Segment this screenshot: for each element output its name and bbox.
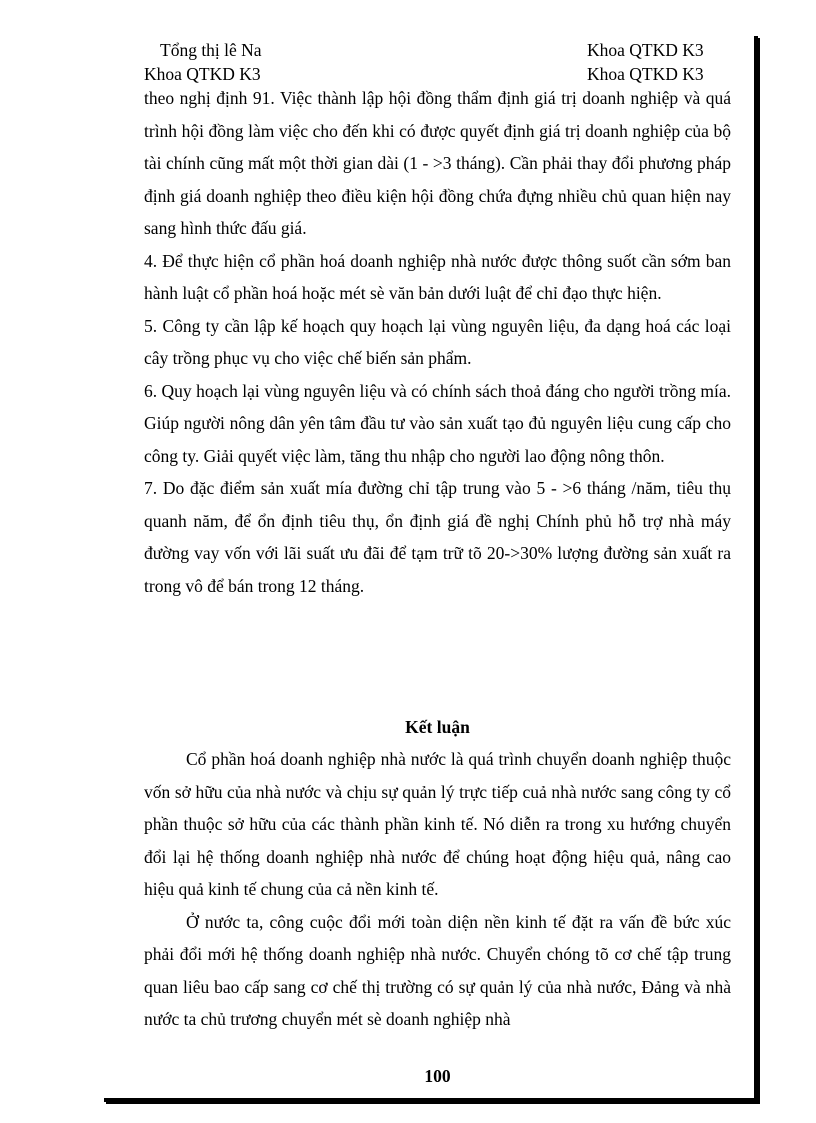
recommendations-section bbox=[144, 82, 731, 602]
header-faculty-right: Khoa QTKD K3 bbox=[587, 40, 704, 60]
recommendation-5: 5. Công ty cần lập kế hoạch quy hoạch lại vùng nguyên liệu, đa dạng hoá các loại cây trồng phục vụ cho việc chế biến sản phẩm. bbox=[144, 315, 731, 368]
header-author: Tổng thị lê Na bbox=[160, 40, 262, 60]
header-faculty-left-repeat: Khoa QTKD K3 bbox=[144, 64, 261, 84]
conclusion-section bbox=[144, 743, 731, 1036]
recommendation-6: 6. Quy hoạch lại vùng nguyên liệu và có chính sách thoả đáng cho người trồng mía. Giúp người nông dân yên tâm đầu tư vào sản xuất tạo đủ nguyên liệu cung cấp cho công ty. Giải quyết việc làm, tăng thu nhập cho người lao động nông thôn. bbox=[144, 380, 731, 466]
recommendation-4: 4. Để thực hiện cổ phần hoá doanh nghiệp nhà nước được thông suốt cần sớm ban hành luật cổ phần hoá hoặc mét sè văn bản dưới luật để chỉ đạo thực hiện. bbox=[144, 250, 731, 303]
page-number: 100 bbox=[424, 1066, 451, 1086]
recommendation-7: 7. Do đặc điểm sản xuất mía đường chỉ tập trung vào 5 - >6 tháng /năm, tiêu thụ quanh năm, để ổn định tiêu thụ, ổn định giá đề nghị Chính phủ hỗ trợ nhà máy đường vay vốn với lãi suất ưu đãi để tạm trữ tõ 20->30% lượng đường sản xuất ra trong vô để bán trong 12 tháng. bbox=[144, 478, 731, 596]
header-faculty-right-repeat: Khoa QTKD K3 bbox=[587, 64, 704, 84]
conclusion-paragraph-2: Ở nước ta, công cuộc đổi mới toàn diện nền kinh tế đặt ra vấn đề bức xúc phải đổi mới hệ thống doanh nghiệp nhà nước. Chuyển chóng tõ cơ chế tập trung quan liêu bao cấp sang cơ chế thị trường có sự quản lý của nhà nước, Đảng và nhà nước ta chủ trương chuyển mét sè doanh nghiệp nhà bbox=[144, 911, 731, 1029]
conclusion-paragraph-1: Cổ phần hoá doanh nghiệp nhà nước là quá trình chuyển doanh nghiệp thuộc vốn sở hữu của nhà nước và chịu sự quản lý trực tiếp cuả nhà nước sang công ty cổ phần thuộc sở hữu của các thành phần kinh tế. Nó diễn ra trong xu hướng chuyển đổi lại hệ thống doanh nghiệp nhà nước để chúng hoạt động hiệu quả, nâng cao hiệu quả kinh tế chung của cả nền kinh tế. bbox=[144, 749, 731, 899]
recommendation-continued: theo nghị định 91. Việc thành lập hội đồng thẩm định giá trị doanh nghiệp và quá trình hội đồng làm việc cho đến khi có được quyết định giá trị doanh nghiệp của bộ tài chính cũng mất một thời gian dài (1 - >3 tháng). Cần phải thay đổi phương pháp định giá doanh nghiệp theo điều kiện hội đồng chứa đựng nhiều chủ quan hiện nay sang hình thức đấu giá. bbox=[144, 88, 731, 238]
conclusion-heading: Kết luận bbox=[405, 717, 470, 737]
